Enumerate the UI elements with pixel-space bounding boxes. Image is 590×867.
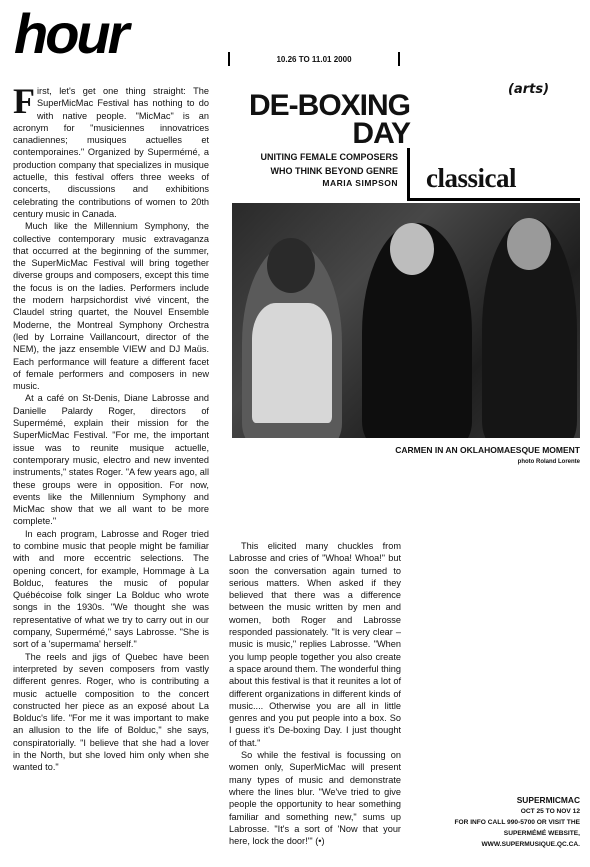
event-name: SUPERMICMAC: [516, 795, 580, 805]
paragraph: In each program, Labrosse and Roger tried to combine music that people might be familiar with and more eccentric selections. The opening concert, for example, Hommage à La Bolduc, features the music of popular Québécoise folk singer La Bolduc who wrote songs in the 1930s. "We thought she was representative of what we try to carry out in our company, Supermémé," says Labrosse. "She is sort of a 'supermama' herself.": [13, 528, 209, 650]
paragraph: This elicited many chuckles from Labrosse and cries of "Whoa! Whoa!" but soon the conversation again turned to serious matters. When asked if they believed that there was a difference between the music written by men and women, both Roger and Labrosse responded passionately. "It is very clear – music is music," replies Labrosse. "When you lump people together you also create a space around them. The wonderful thing about this festival is that it reunites a lot of different organizations in different kinds of music.... Otherwise you are all in little genres and you put people into a box. So I guess it's De-boxing Day. I just thought of that.": [229, 541, 401, 748]
drop-cap: F: [13, 81, 35, 121]
section-label: (arts): [508, 82, 550, 97]
article-subtitle: [228, 150, 398, 178]
paragraph: Much like the Millennium Symphony, the collective contemporary music extravaganza that occurred at the beginning of the summer, the SuperMicMac Festival will bring together diverse groups and composers, except this time the focus is on the ladies. Performers include the modern harpsichordist vivé vincent, the Claudel string quartet, the Nouvel Ensemble Moderne, the Montreal Symphony Orchestra (led by Lorraine Vaillancourt, director of the NEM), the jazz ensemble VIEW and DJ Maüs. Each performance will feature a different facet of female performers and composers in new music.: [13, 221, 209, 392]
right-column: [229, 540, 401, 847]
event-info-line: FOR INFO CALL 990-5700 OR VISIT THE: [454, 819, 580, 826]
logo-text: hour: [14, 2, 127, 65]
event-dates: OCT 25 TO NOV 12: [520, 808, 580, 815]
hour-logo: [14, 4, 184, 66]
category-box: [407, 148, 580, 201]
paragraph-text: irst, let's get one thing straight: The SuperMicMac Festival has nothing to do with native people. "MicMac" is an acronym for "musiciennes innovatrices canadiennes; musiques actuelles et contemporaines." Organized by Supermémé, a production company that specializes in musique actuelle, this festival offers three weeks of concerts, discussions and exhibitions celebrating the contributions of women to 20th century music in Canada.: [13, 86, 209, 219]
left-column: [13, 81, 209, 774]
event-info-box: [410, 795, 580, 850]
event-website: WWW.SUPERMUSIQUE.QC.CA.: [481, 841, 580, 848]
paragraph: [13, 81, 209, 220]
subtitle-line-1: UNITING FEMALE COMPOSERS: [260, 152, 398, 162]
event-info-line: SUPERMÉMÉ WEBSITE,: [503, 830, 580, 837]
article-photo: [232, 203, 580, 438]
photo-caption: CARMEN IN AN OKLAHOMAESQUE MOMENT: [395, 445, 580, 455]
subtitle-line-2: WHO THINK BEYOND GENRE: [270, 166, 398, 176]
paragraph: The reels and jigs of Quebec have been interpreted by seven composers from vastly different genres. Roger, who is contributing a music actuelle composition to the concert constructed her piece as an exposé about La Bolduc's life. "For me it was important to make an allusion to the life of Bolduc," she says, conspiratorially. "I believe that she had a lover in the North, but she loved him only when she wanted to.": [13, 651, 209, 773]
title-line-1: DE-BOXING: [248, 89, 410, 122]
paragraph: At a café on St-Denis, Diane Labrosse and Danielle Palardy Roger, directors of Supermémé, explain their mission for the SuperMicMac Festival. "For me, the important issue was to reunite musique actuelle, contemporary music, electro and new invented instruments," states Roger. "A few years ago, all these groups were in opposition. For now, events like the Millennium Symphony and MicMac show that we all want to be more complete.": [13, 393, 209, 527]
author-byline: MARIA SIMPSON: [322, 178, 398, 188]
title-line-2: DAY: [352, 117, 410, 150]
photo-credit: photo Roland Lorente: [517, 459, 580, 465]
category-label: classical: [426, 163, 516, 193]
article-title: [210, 89, 410, 150]
paragraph: So while the festival is focussing on women only, SuperMicMac will present many types of music and demonstrate where the lines blur. "We've tried to give people the opportunity to hear something familiar and something new," sums up Labrosse. "It's a sort of 'Now that your here, lock the door!'" (•): [229, 750, 401, 847]
issue-date: 10.26 TO 11.01 2000: [228, 52, 400, 66]
